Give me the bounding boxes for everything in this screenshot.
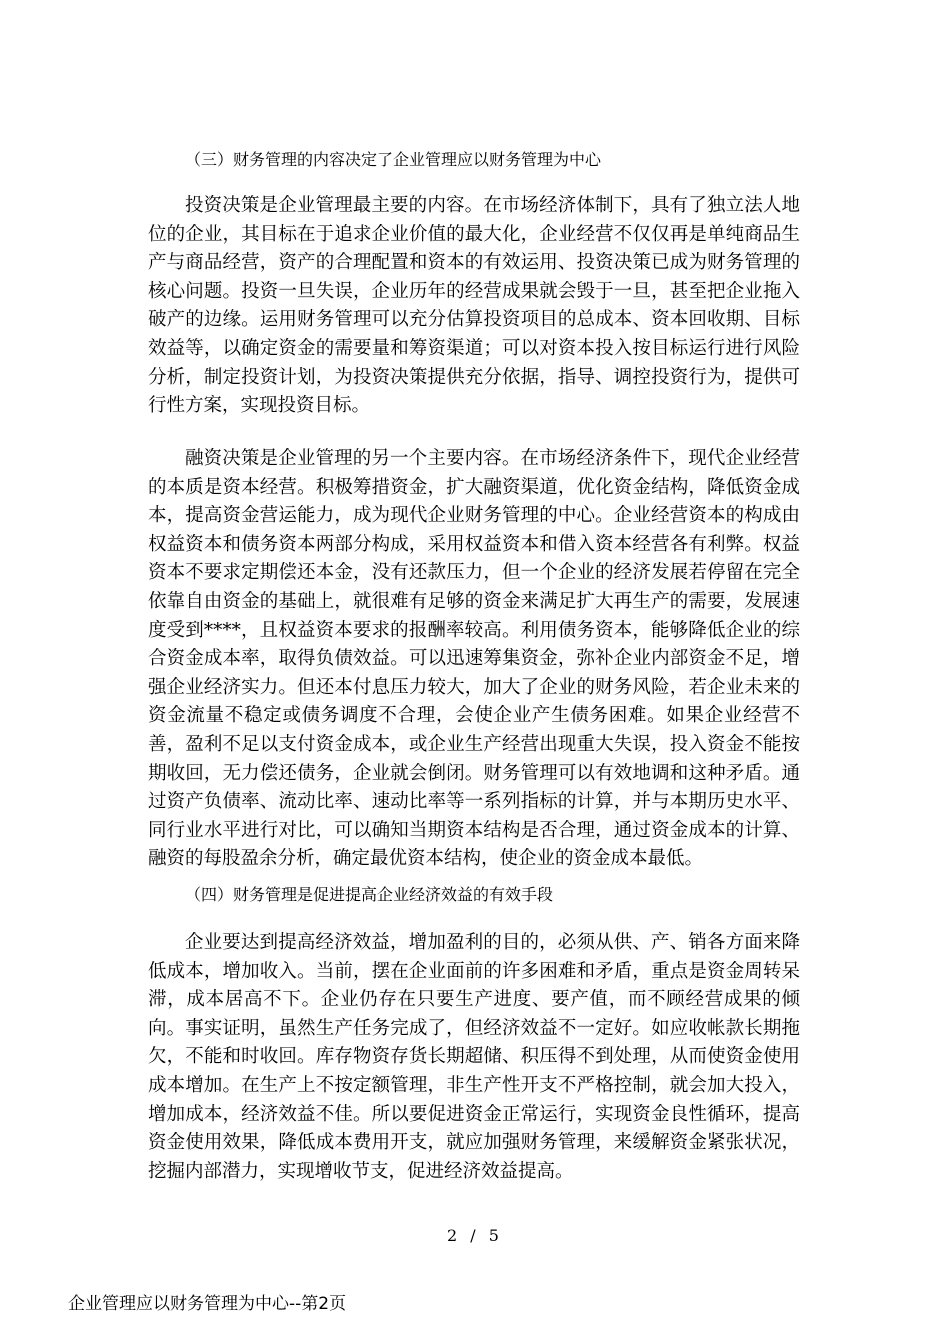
footer-document-title: 企业管理应以财务管理为中心--第2页 [68, 1294, 347, 1314]
paragraph-financing-decision: 融资决策是企业管理的另一个主要内容。在市场经济条件下，现代企业经营的本质是资本经营。积极筹措资金，扩大融资渠道，优化资金结构，降低资金成本，提高资金营运能力，成为现代企业财务管理的中心。企业经营资本的构成由权益资本和债务资本两部分构成，采用权益资本和借入资本经营各有利弊。权益资本不要求定期偿还本金，没有还款压力，但一个企业的经济发展若停留在完全依靠自由资金的基础上，就很难有足够的资金来满足扩大再生产的需要，发展速度受到****，且权益资本要求的报酬率较高。利用债务资本，能够降低企业的综合资金成本率，取得负债效益。可以迅速筹集资金，弥补企业内部资金不足，增强企业经济实力。但还本付息压力较大，加大了企业的财务风险，若企业未来的资金流量不稳定或债务调度不合理，会使企业产生债务困难。如果企业经营不善，盈利不足以支付资金成本，或企业生产经营出现重大失误，投入资金不能按期收回，无力偿还债务，企业就会倒闭。财务管理可以有效地调和这种矛盾。通过资产负债率、流动比率、速动比率等一系列指标的计算，并与本期历史水平、同行业水平进行对比，可以确知当期资本结构是否合理，通过资金成本的计算、融资的每股盈余分析，确定最优资本结构，使企业的资金成本最低。 [148, 448, 800, 870]
paragraph-economic-efficiency: 企业要达到提高经济效益，增加盈利的目的，必须从供、产、销各方面来降低成本，增加收入。当前，摆在企业面前的许多困难和矛盾，重点是资金周转呆滞，成本居高不下。企业仍存在只要生产进度、要产值，而不顾经营成果的倾向。事实证明，虽然生产任务完成了，但经济效益不一定好。如应收帐款长期拖欠，不能和时收回。库存物资存货长期超储、积压得不到处理，从而使资金使用成本增加。在生产上不按定额管理，非生产性开支不严格控制，就会加大投入，增加成本，经济效益不佳。所以要促进资金正常运行，实现资金良性循环，提高资金使用效果，降低成本费用开支，就应加强财务管理，来缓解资金紧张状况，挖掘内部潜力，实现增收节支，促进经济效益提高。 [148, 932, 800, 1182]
section-heading-4: （四）财务管理是促进提高企业经济效益的有效手段 [185, 885, 554, 904]
paragraph-investment-decision: 投资决策是企业管理最主要的内容。在市场经济体制下，具有了独立法人地位的企业，其目标在于追求企业价值的最大化，企业经营不仅仅再是单纯商品生产与商品经营，资产的合理配置和资本的有效运用、投资决策已成为财务管理的核心问题。投资一旦失误，企业历年的经营成果就会毁于一旦，甚至把企业拖入破产的边缘。运用财务管理可以充分估算投资项目的总成本、资本回收期、目标效益等，以确定资金的需要量和筹资渠道；可以对资本投入按目标运行进行风险分析，制定投资计划，为投资决策提供充分依据，指导、调控投资行为，提供可行性方案，实现投资目标。 [148, 195, 800, 417]
page-number: 2 / 5 [447, 1226, 503, 1245]
section-heading-3: （三）财务管理的内容决定了企业管理应以财务管理为中心 [185, 150, 602, 169]
